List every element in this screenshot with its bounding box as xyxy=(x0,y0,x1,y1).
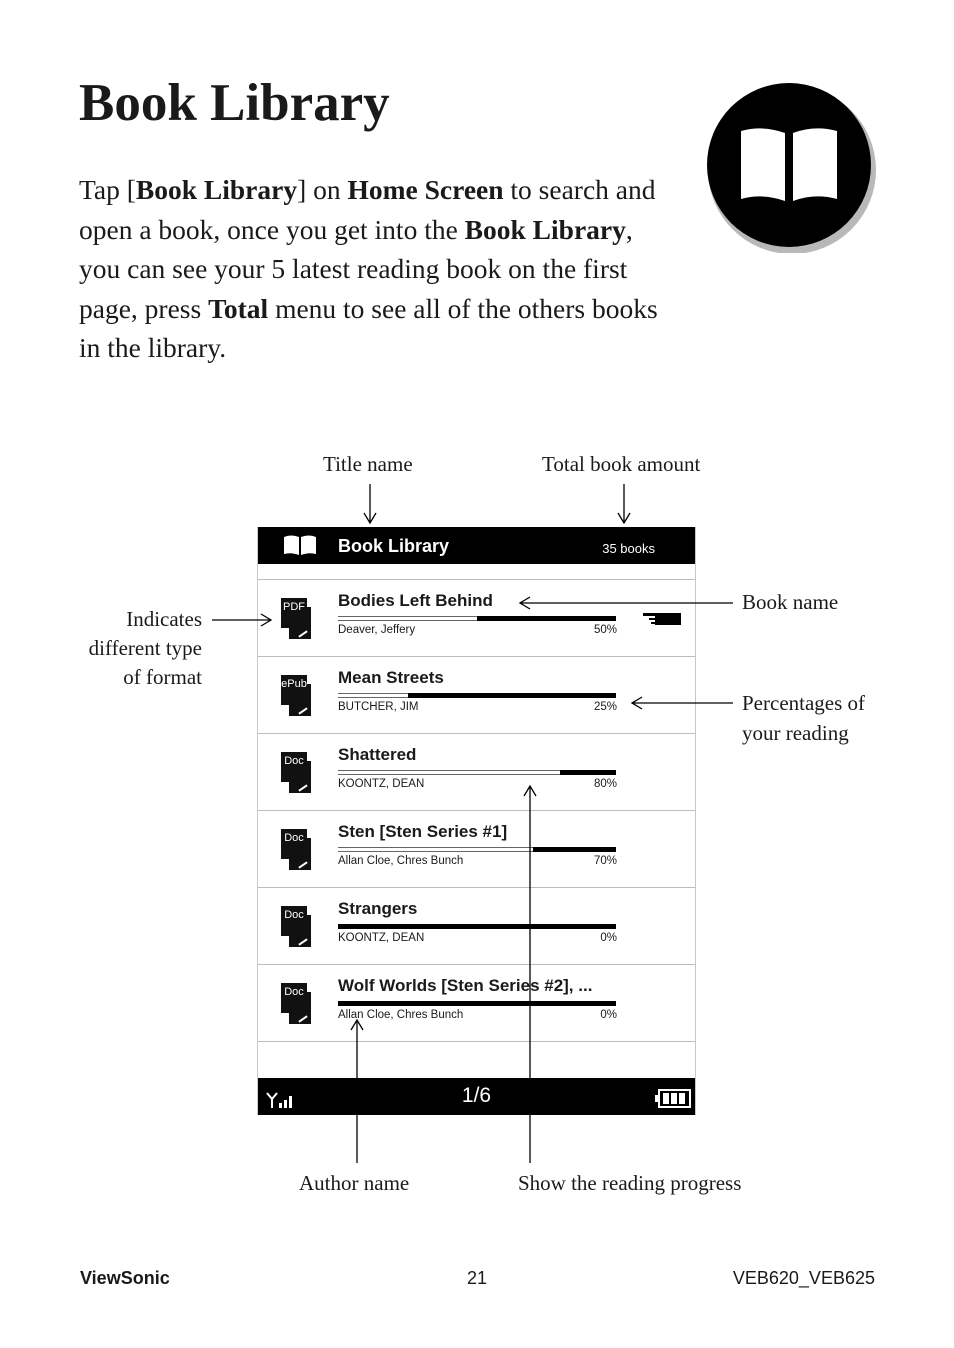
book-author: Deaver, Jeffery xyxy=(338,624,416,636)
book-percent: 70% xyxy=(593,855,617,867)
format-icon xyxy=(279,751,315,798)
book-author: Allan Cloe, Chres Bunch xyxy=(338,855,464,867)
reading-progress-bar xyxy=(338,770,616,775)
format-label: Doc xyxy=(281,829,307,859)
book-row[interactable] xyxy=(258,810,695,887)
book-row[interactable] xyxy=(258,656,695,733)
book-name: Wolf Worlds [Sten Series #2], ... xyxy=(338,976,593,995)
format-label: Doc xyxy=(281,752,307,782)
book-row[interactable] xyxy=(258,887,695,964)
screen-footer xyxy=(258,1078,695,1115)
book-list xyxy=(258,579,695,1118)
format-icon xyxy=(279,597,315,644)
format-icon xyxy=(279,674,315,721)
book-author: Allan Cloe, Chres Bunch xyxy=(338,1009,464,1021)
callout-author-name: Author name xyxy=(299,1171,410,1195)
reading-progress-fill xyxy=(408,693,617,698)
book-percent: 25% xyxy=(593,701,617,713)
book-name: Sten [Sten Series #1] xyxy=(338,822,508,841)
reading-progress-bar xyxy=(338,693,616,698)
callout-format-line2: different type xyxy=(88,636,202,660)
format-icon xyxy=(279,982,315,1029)
intro-paragraph: Tap [Book Library] on Home Screen to search and open a book, once you get into the Book Library, you can see your 5 latest reading book on the first page, press Total menu to see all of the others books in the library. xyxy=(79,174,658,363)
reading-progress-bar xyxy=(338,616,616,621)
screen-header xyxy=(258,527,695,564)
book-row[interactable] xyxy=(258,733,695,810)
book-percent: 0% xyxy=(600,932,617,944)
callout-format-line3: of format xyxy=(123,665,202,689)
format-label: ePub xyxy=(281,675,307,705)
footer-model: VEB620_VEB625 xyxy=(732,1268,875,1288)
book-author: BUTCHER, JIM xyxy=(338,701,419,713)
reading-progress-bar xyxy=(338,1001,616,1006)
book-library-icon xyxy=(703,83,877,253)
hand-pointer-icon xyxy=(641,609,683,627)
reading-progress-fill xyxy=(338,1001,616,1006)
reading-progress-fill xyxy=(533,847,616,852)
battery-icon xyxy=(655,1089,691,1108)
page-indicator: 1/6 xyxy=(461,1084,492,1107)
reading-progress-fill xyxy=(560,770,616,775)
reading-progress-fill xyxy=(338,924,616,929)
callout-total-book-amount: Total book amount xyxy=(542,452,701,476)
format-icon xyxy=(279,905,315,952)
footer-page-number: 21 xyxy=(467,1268,488,1288)
format-label: Doc xyxy=(281,906,307,936)
book-percent: 80% xyxy=(593,778,617,790)
callout-percent-line2: your reading xyxy=(742,721,849,745)
reading-progress-bar xyxy=(338,847,616,852)
book-icon xyxy=(283,534,317,556)
format-label: Doc xyxy=(281,983,307,1013)
callout-title-name: Title name xyxy=(323,452,413,476)
footer-brand: ViewSonic xyxy=(80,1268,170,1288)
callout-percent-line1: Percentages of xyxy=(742,691,866,715)
page-title: Book Library xyxy=(79,74,390,132)
device-screen xyxy=(257,527,696,1115)
callout-reading-progress: Show the reading progress xyxy=(518,1171,742,1195)
screen-title: Book Library xyxy=(338,536,450,556)
callout-format-line1: Indicates xyxy=(126,607,202,631)
format-icon xyxy=(279,828,315,875)
book-name: Shattered xyxy=(338,745,417,764)
book-name: Mean Streets xyxy=(338,668,444,687)
book-row[interactable] xyxy=(258,579,695,656)
book-author: KOONTZ, DEAN xyxy=(338,932,425,944)
book-percent: 0% xyxy=(600,1009,617,1021)
book-name: Strangers xyxy=(338,899,418,918)
reading-progress-bar xyxy=(338,924,616,929)
callout-book-name: Book name xyxy=(742,590,839,614)
reading-progress-fill xyxy=(477,616,616,621)
book-count: 35 books xyxy=(602,541,655,556)
book-percent: 50% xyxy=(593,624,617,636)
book-name: Bodies Left Behind xyxy=(338,591,493,610)
book-author: KOONTZ, DEAN xyxy=(338,778,425,790)
book-row[interactable] xyxy=(258,964,695,1041)
format-label: PDF xyxy=(281,598,307,628)
